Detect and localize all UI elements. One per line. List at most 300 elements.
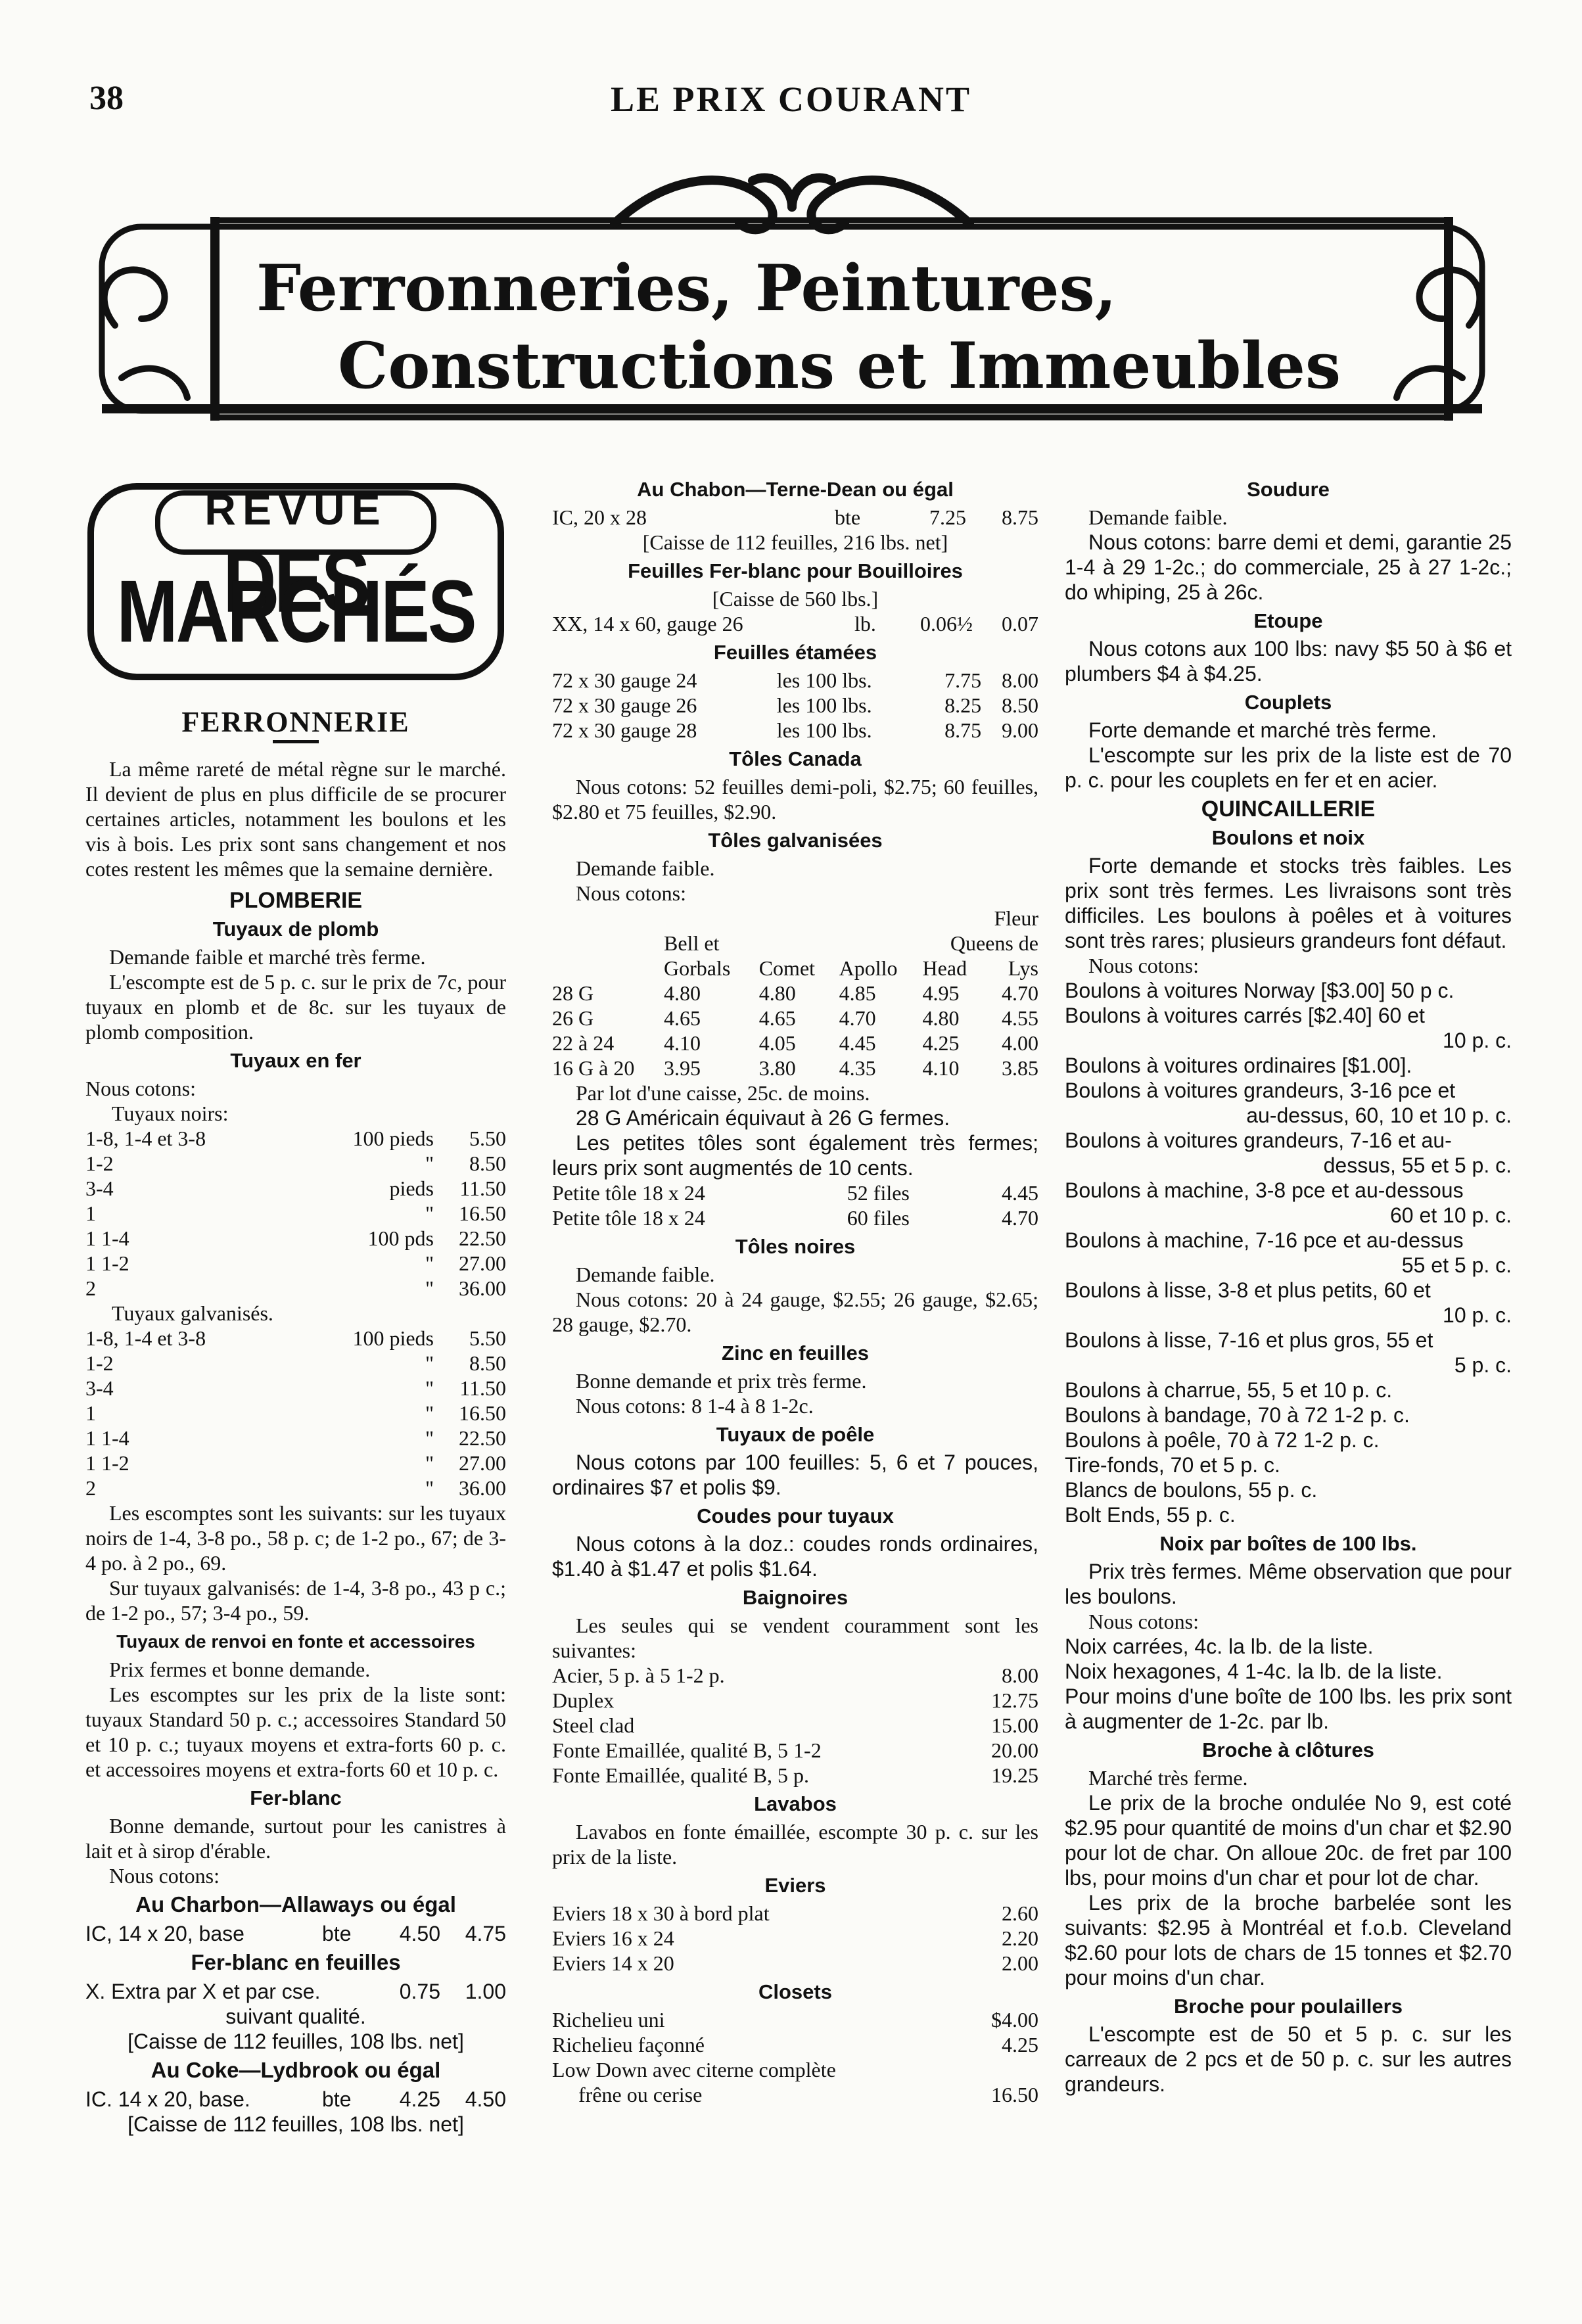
- galv-head-bell: Bell et: [664, 931, 720, 955]
- chabon-caisse: [Caisse de 112 feuilles, 216 lbs. net]: [642, 530, 948, 554]
- table-row: [552, 1056, 1038, 1081]
- gauge-price: 4.05: [758, 1031, 796, 1055]
- closets-title: Closets: [758, 1980, 832, 2003]
- table-row: [552, 1688, 1038, 1713]
- pipe-price: 11.50: [459, 1376, 506, 1400]
- feuilles-p1: 0.75: [399, 1980, 440, 2003]
- boulon-line-text: Boulons à poêle, 70 à 72 1-2 p. c.: [1065, 1428, 1380, 1452]
- feuilles-title: Fer-blanc en feuilles: [191, 1950, 401, 1974]
- ferblanc-p1: Bonne demande, surtout pour les canistres à lait et à sirop d'érable.: [85, 1814, 506, 1863]
- table-row: [552, 1763, 1038, 1788]
- couplets-p1: Forte demande et marché très ferme.: [1088, 718, 1437, 742]
- coke-caisse: [Caisse de 112 feuilles, 108 lbs. net]: [128, 2112, 464, 2136]
- gauge-price: 4.65: [758, 1006, 796, 1030]
- chabon-p2: 8.75: [1002, 505, 1038, 529]
- table-row: [552, 1031, 1038, 1056]
- toles-noires-p2: Nous cotons: 20 à 24 gauge, $2.55; 26 gauge, $2.65; 28 gauge, $2.70.: [552, 1288, 1038, 1336]
- petite-tole-table: [552, 1180, 1038, 1230]
- galv-head-apollo: Apollo: [839, 956, 898, 980]
- pipe-size: 1-8, 1-4 et 3-8: [85, 1127, 206, 1150]
- boulons-p1: Forte demande et stocks très faibles. Les prix sont très fermes. Les livraisons sont très difficiles. Les boulons à poêles et à voitures sont très rares; plusieurs grandeurs font défaut.: [1065, 854, 1512, 952]
- boulons-title: Boulons et noix: [1211, 826, 1365, 849]
- table-row: [552, 2007, 1038, 2032]
- pipe-size: 1 1-2: [85, 1251, 129, 1275]
- closets-low2: [552, 2082, 1038, 2107]
- boulon-line-text: Boulons à voitures grandeurs, 3-16 pce et: [1065, 1079, 1456, 1102]
- gauge-price: 4.55: [1002, 1006, 1038, 1030]
- table-row: [85, 1326, 506, 1351]
- zinc-p2: Nous cotons: 8 1-4 à 8 1-2c.: [576, 1394, 814, 1418]
- pipe-size: 1 1-4: [85, 1226, 129, 1250]
- boulon-line: [1065, 978, 1512, 1003]
- gauge-price: 4.25: [922, 1031, 960, 1055]
- chabon-p1: 7.25: [929, 505, 966, 529]
- item-price: 2.60: [1002, 1901, 1038, 1925]
- plomberie-title: PLOMBERIE: [229, 888, 363, 913]
- sheet-unit: les 100 lbs.: [776, 668, 872, 692]
- sheet-price-1: 8.75: [944, 718, 982, 742]
- boulon-line-cont: 10 p. c.: [1443, 1029, 1512, 1052]
- pipe-price: 36.00: [459, 1276, 506, 1300]
- etamees-title: Feuilles étamées: [713, 641, 877, 664]
- table-row: [85, 1201, 506, 1226]
- galv-head-row-1: [552, 906, 1038, 931]
- section-banner-title: [171, 250, 1354, 405]
- lavabos-text: Lavabos en fonte émaillée, escompte 30 p. c. sur les prix de la liste.: [552, 1820, 1038, 1869]
- noix-p1: Prix très fermes. Même observation que pour les boulons.: [1065, 1560, 1512, 1608]
- pipe-price: 36.00: [459, 1476, 506, 1500]
- item-price: 20.00: [991, 1738, 1038, 1762]
- ferblanc-title: Fer-blanc: [250, 1786, 342, 1809]
- pipe-price: 8.50: [469, 1151, 506, 1175]
- chabon-title: Au Chabon—Terne-Dean ou égal: [637, 478, 954, 501]
- gauge-price: 4.10: [664, 1031, 701, 1055]
- boulon-line-text: Boulons à lisse, 3-8 et plus petits, 60 et: [1065, 1278, 1431, 1302]
- revue-logo-top: REVUE: [204, 485, 387, 534]
- charbon-line: [85, 1921, 506, 1946]
- pipe-size: 3-4: [85, 1176, 114, 1200]
- bouilloires-unit: lb.: [854, 612, 876, 636]
- sheet-label: 72 x 30 gauge 26: [552, 693, 697, 717]
- bouilloires-label: XX, 14 x 60, gauge 26: [552, 612, 743, 636]
- column-2: [552, 473, 1038, 2107]
- noix-p4: Noix hexagones, 4 1-4c. la lb. de la liste.: [1065, 1660, 1443, 1683]
- pipe-unit: ": [425, 1451, 434, 1475]
- title-rule: [273, 740, 319, 743]
- pipe-unit: 100 pds: [367, 1226, 434, 1250]
- pipe-price: 11.50: [459, 1176, 506, 1200]
- boulon-line-cont: 55 et 5 p. c.: [1401, 1253, 1512, 1277]
- coke-title: Au Coke—Lydbrook ou égal: [151, 2058, 441, 2082]
- etoupe-text: Nous cotons aux 100 lbs: navy $5 50 à $6 et plumbers $4 à $4.25.: [1065, 637, 1512, 686]
- table-row: [552, 1180, 1038, 1205]
- boulon-line-cont: 10 p. c.: [1443, 1303, 1512, 1327]
- pipe-unit: ": [425, 1401, 434, 1425]
- boulon-line-text: Boulons à voitures Norway [$3.00] 50 p c.: [1065, 979, 1454, 1002]
- gauge-label: 28 G: [552, 981, 594, 1005]
- boulon-line: [1065, 1128, 1512, 1178]
- galv-head-lys: Lys: [1008, 956, 1038, 980]
- ferronnerie-text: La même rareté de métal règne sur le marché. Il devient de plus en plus difficile de se procurer certaines articles, notamment les boulons et les vis à bois. Les prix sont sans changement et nos cotes restent les mêmes que la semaine dernière.: [85, 757, 506, 881]
- galv-head-head: Head: [922, 956, 967, 980]
- sheet-label: 72 x 30 gauge 24: [552, 668, 697, 692]
- poele-text: Nous cotons par 100 feuilles: 5, 6 et 7 pouces, ordinaires $7 et polis $9.: [552, 1451, 1038, 1499]
- pipe-price: 27.00: [459, 1451, 506, 1475]
- pipe-price: 5.50: [469, 1326, 506, 1350]
- petite-label: Petite tôle 18 x 24: [552, 1181, 705, 1205]
- gauge-price: 4.00: [1002, 1031, 1038, 1055]
- boulon-line-text: Tire-fonds, 70 et 5 p. c.: [1065, 1453, 1280, 1477]
- item-label: Fonte Emaillée, qualité B, 5 1-2: [552, 1738, 822, 1762]
- galv-petites: Les petites tôles sont également très fermes; leurs prix sont augmentés de 10 cents.: [552, 1131, 1038, 1180]
- boulon-line-cont: au-dessus, 60, 10 et 10 p. c.: [1246, 1104, 1512, 1127]
- table-row: [552, 693, 1038, 718]
- pipe-unit: 100 pieds: [352, 1326, 434, 1350]
- etoupe-title: Etoupe: [1253, 609, 1323, 632]
- coke-p2: 4.50: [465, 2087, 506, 2111]
- sheet-unit: les 100 lbs.: [776, 693, 872, 717]
- pipe-unit: ": [425, 1476, 434, 1500]
- tuyaux-esc2: Sur tuyaux galvanisés: de 1-4, 3-8 po., 43 p c.; de 1-2 po., 57; 3-4 po., 59.: [85, 1576, 506, 1625]
- boulon-line: [1065, 1003, 1512, 1053]
- pipe-size: 1-2: [85, 1351, 114, 1375]
- couplets-p2: L'escompte sur les prix de la liste est de 70 p. c. pour les couplets en fer et en acier.: [1065, 743, 1512, 792]
- closets-low1: Low Down avec citerne complète: [552, 2058, 836, 2081]
- chabon-line: [552, 505, 1038, 530]
- petite-price: 4.70: [1002, 1206, 1038, 1230]
- sheet-price-2: 8.00: [1002, 668, 1038, 692]
- tuyaux-galv-label: Tuyaux galvanisés.: [112, 1301, 273, 1325]
- item-price: 12.75: [991, 1688, 1038, 1712]
- boulon-line-text: Boulons à voitures carrés [$2.40] 60 et: [1065, 1004, 1425, 1027]
- banner-line-2: Constructions et Immeubles: [337, 329, 1341, 403]
- noix-title: Noix par boîtes de 100 lbs.: [1159, 1532, 1417, 1555]
- toles-noires-p1: Demande faible.: [576, 1263, 715, 1286]
- boulon-line: [1065, 1502, 1512, 1527]
- poulaillers-text: L'escompte est de 50 et 5 p. c. sur les carreaux de 2 pcs et de 50 p. c. sur les autres grandeurs.: [1065, 2022, 1512, 2096]
- pipe-price: 27.00: [459, 1251, 506, 1275]
- boulon-line-text: Boulons à lisse, 7-16 et plus gros, 55 et: [1065, 1328, 1433, 1352]
- tuyaux-plomb-p1: Demande faible et marché très ferme.: [109, 945, 426, 969]
- galv-head-comet: Comet: [758, 956, 816, 980]
- pipe-unit: 100 pieds: [352, 1127, 434, 1150]
- galv-head-fleur: Fleur: [994, 906, 1038, 930]
- gauge-price: 4.95: [922, 981, 960, 1005]
- table-row: [85, 1276, 506, 1301]
- baignoires-table: [552, 1663, 1038, 1788]
- item-label: Steel clad: [552, 1713, 635, 1737]
- ferronnerie-title: FERRONNERIE: [181, 706, 410, 738]
- sheet-price-1: 8.25: [944, 693, 982, 717]
- quincaillerie-title: QUINCAILLERIE: [1201, 797, 1376, 822]
- table-row: [85, 1151, 506, 1176]
- eviers-title: Eviers: [764, 1874, 826, 1897]
- chabon-unit: bte: [835, 505, 861, 529]
- table-row: [552, 1738, 1038, 1763]
- baignoires-text: Les seules qui se vendent couramment sont les suivantes:: [552, 1614, 1038, 1662]
- sheet-price-1: 7.75: [944, 668, 982, 692]
- table-row: [85, 1226, 506, 1251]
- charbon-label: IC, 14 x 20, base: [85, 1922, 244, 1945]
- petite-price: 4.45: [1002, 1181, 1038, 1205]
- soudure-p1: Demande faible.: [1088, 505, 1228, 529]
- galv-head-row-2: [552, 931, 1038, 956]
- page-number: 38: [89, 80, 124, 117]
- pipe-unit: ": [425, 1201, 434, 1225]
- galv-head-gorbals: Gorbals: [664, 956, 731, 980]
- gauge-price: 4.85: [839, 981, 876, 1005]
- toles-canada-text: Nous cotons: 52 feuilles demi-poli, $2.75; 60 feuilles, $2.80 et 75 feuilles, $2.90.: [552, 775, 1038, 824]
- boulon-line: [1065, 1477, 1512, 1502]
- toles-galv-table: [552, 906, 1038, 1081]
- pipe-price: 22.50: [459, 1226, 506, 1250]
- pipe-size: 2: [85, 1276, 96, 1300]
- tuyaux-plomb-title: Tuyaux de plomb: [212, 918, 379, 941]
- petite-unit: 52 files: [847, 1181, 910, 1205]
- boulon-line-text: Boulons à voitures ordinaires [$1.00].: [1065, 1054, 1412, 1077]
- broche-p1: Marché très ferme.: [1088, 1766, 1248, 1790]
- item-price: 2.00: [1002, 1951, 1038, 1975]
- table-row: [85, 1401, 506, 1426]
- bouilloires-caisse: [Caisse de 560 lbs.]: [712, 587, 879, 611]
- pipe-size: 2: [85, 1476, 96, 1500]
- boulon-line-text: Blancs de boulons, 55 p. c.: [1065, 1478, 1318, 1502]
- table-row: [552, 981, 1038, 1006]
- column-1: [85, 473, 506, 2137]
- soudure-title: Soudure: [1247, 478, 1330, 501]
- pipe-unit: ": [425, 1351, 434, 1375]
- galv-28g: 28 G Américain équivaut à 26 G fermes.: [576, 1106, 950, 1130]
- boulon-line: [1065, 1178, 1512, 1228]
- charbon-unit: bte: [322, 1922, 352, 1945]
- gauge-price: 3.85: [1002, 1056, 1038, 1080]
- gauge-price: 4.80: [664, 981, 701, 1005]
- renvoi-title: Tuyaux de renvoi en fonte et accessoires: [116, 1631, 475, 1652]
- pipe-price: 16.50: [459, 1201, 506, 1225]
- sheet-label: 72 x 30 gauge 28: [552, 718, 697, 742]
- table-row: [552, 1951, 1038, 1976]
- coudes-text: Nous cotons à la doz.: coudes ronds ordinaires, $1.40 à $1.47 et polis $1.64.: [552, 1532, 1038, 1581]
- boulon-line: [1065, 1078, 1512, 1128]
- coke-line: [85, 2087, 506, 2112]
- boulon-line-text: Bolt Ends, 55 p. c.: [1065, 1503, 1236, 1527]
- gauge-price: 4.45: [839, 1031, 876, 1055]
- item-price: 15.00: [991, 1713, 1038, 1737]
- gauge-price: 4.10: [922, 1056, 960, 1080]
- etamees-table: [552, 668, 1038, 743]
- zinc-p1: Bonne demande et prix très ferme.: [576, 1369, 867, 1393]
- toles-galv-title: Tôles galvanisées: [708, 829, 883, 852]
- page-header: [0, 79, 1582, 131]
- item-price: 4.25: [1002, 2033, 1038, 2057]
- item-label: Eviers 18 x 30 à bord plat: [552, 1901, 770, 1925]
- gauge-price: 4.80: [758, 981, 796, 1005]
- banner-line-1: Ferronneries, Peintures,: [256, 251, 1117, 325]
- table-row: [85, 1476, 506, 1500]
- pipe-price: 22.50: [459, 1426, 506, 1450]
- item-label: Fonte Emaillée, qualité B, 5 p.: [552, 1763, 810, 1787]
- boulon-line: [1065, 1378, 1512, 1403]
- toles-canada-title: Tôles Canada: [729, 747, 862, 770]
- pipe-price: 5.50: [469, 1127, 506, 1150]
- table-row: [552, 1926, 1038, 1951]
- boulon-line: [1065, 1452, 1512, 1477]
- pipe-unit: ": [425, 1376, 434, 1400]
- boulon-line: [1065, 1428, 1512, 1452]
- pipe-price: 16.50: [459, 1401, 506, 1425]
- item-label: Richelieu façonné: [552, 2033, 705, 2057]
- broche-title: Broche à clôtures: [1202, 1738, 1374, 1761]
- baignoires-title: Baignoires: [742, 1586, 849, 1609]
- sheet-unit: les 100 lbs.: [776, 718, 872, 742]
- pipe-size: 1: [85, 1401, 96, 1425]
- boulon-line-cont: 5 p. c.: [1454, 1353, 1512, 1377]
- lavabos-title: Lavabos: [754, 1792, 837, 1815]
- pipe-unit: ": [425, 1276, 434, 1300]
- boulon-line: [1065, 1328, 1512, 1378]
- revue-logo-bottom: DES MARCHÉS: [116, 532, 475, 661]
- toles-galv-p2: Nous cotons:: [576, 881, 686, 905]
- chabon-label: IC, 20 x 28: [552, 505, 647, 529]
- tuyaux-esc1: Les escomptes sont les suivants: sur les tuyaux noirs de 1-4, 3-8 po., 58 p. c; de 1-2 po., 67; de 3-4 po. à 2 po., 69.: [85, 1501, 506, 1575]
- galv-lot: Par lot d'une caisse, 25c. de moins.: [576, 1081, 870, 1105]
- feuilles-caisse: [Caisse de 112 feuilles, 108 lbs. net]: [128, 2030, 464, 2053]
- table-row: [552, 1713, 1038, 1738]
- coke-unit: bte: [322, 2087, 352, 2111]
- table-row: [552, 1663, 1038, 1688]
- feuilles-line: [85, 1979, 506, 2004]
- gauge-label: 16 G à 20: [552, 1056, 635, 1080]
- toles-noires-title: Tôles noires: [735, 1235, 856, 1258]
- pipe-unit: ": [425, 1251, 434, 1275]
- charbon-p2: 4.75: [465, 1922, 506, 1945]
- pipe-unit: ": [425, 1426, 434, 1450]
- pipe-size: 1-2: [85, 1151, 114, 1175]
- running-title: LE PRIX COURANT: [610, 80, 972, 119]
- revue-des-marches-logo: [85, 473, 506, 690]
- gauge-price: 4.70: [839, 1006, 876, 1030]
- sheet-price-2: 9.00: [1002, 718, 1038, 742]
- noix-p3: Noix carrées, 4c. la lb. de la liste.: [1065, 1635, 1374, 1658]
- table-row: [552, 718, 1038, 743]
- charbon-title: Au Charbon—Allaways ou égal: [135, 1892, 456, 1917]
- pipe-size: 1-8, 1-4 et 3-8: [85, 1326, 206, 1350]
- broche-p3: Les prix de la broche barbelée sont les suivants: $2.95 à Montréal et f.o.b. Cleveland $2.60 pour lots de chars de 15 tonnes et $2.70 pour moins d'un char.: [1065, 1891, 1512, 1989]
- table-row: [85, 1176, 506, 1201]
- table-row: [85, 1126, 506, 1151]
- item-label: Eviers 16 x 24: [552, 1926, 674, 1950]
- poele-title: Tuyaux de poêle: [716, 1423, 875, 1446]
- gauge-price: 3.95: [664, 1056, 701, 1080]
- coke-label: IC. 14 x 20, base.: [85, 2087, 250, 2111]
- table-row: [85, 1351, 506, 1376]
- pipe-price: 8.50: [469, 1351, 506, 1375]
- coudes-title: Coudes pour tuyaux: [697, 1504, 894, 1527]
- tuyaux-noirs-table: [85, 1126, 506, 1301]
- zinc-title: Zinc en feuilles: [722, 1341, 869, 1364]
- pipe-size: 1 1-4: [85, 1426, 129, 1450]
- item-label: Eviers 14 x 20: [552, 1951, 674, 1975]
- feuilles-note: suivant qualité.: [225, 2005, 366, 2028]
- petite-unit: 60 files: [847, 1206, 910, 1230]
- soudure-p2: Nous cotons: barre demi et demi, garantie 25 1-4 à 29 1-2c.; do commerciale, 25 à 27 1-2c.; do whiping, 25 à 26c.: [1065, 530, 1512, 604]
- bouilloires-line: [552, 611, 1038, 636]
- coke-p1: 4.25: [399, 2087, 440, 2111]
- charbon-p1: 4.50: [399, 1922, 440, 1945]
- table-row: [552, 1205, 1038, 1230]
- ferblanc-p2: Nous cotons:: [109, 1864, 220, 1888]
- galv-head-row-3: [552, 956, 1038, 981]
- item-price: 8.00: [1002, 1663, 1038, 1687]
- item-price: 2.20: [1002, 1926, 1038, 1950]
- bouilloires-p1: 0.06½: [920, 612, 973, 636]
- boulon-line-text: Boulons à machine, 3-8 pce et au-dessous: [1065, 1178, 1464, 1202]
- petite-label: Petite tôle 18 x 24: [552, 1206, 705, 1230]
- tuyaux-noirs-label: Tuyaux noirs:: [112, 1102, 229, 1125]
- column-3: [1065, 473, 1512, 2097]
- table-row: [85, 1251, 506, 1276]
- table-row: [552, 1901, 1038, 1926]
- boulon-line: [1065, 1278, 1512, 1328]
- toles-galv-p1: Demande faible.: [576, 856, 715, 880]
- tuyaux-fer-intro: Nous cotons:: [85, 1077, 196, 1100]
- renvoi-p1: Prix fermes et bonne demande.: [109, 1658, 371, 1681]
- tuyaux-galv-table: [85, 1326, 506, 1500]
- feuilles-p2: 1.00: [465, 1980, 506, 2003]
- tuyaux-plomb-p2: L'escompte est de 5 p. c. sur le prix de 7c, pour tuyaux en plomb et de 8c. sur les tuyaux de plomb composition.: [85, 970, 506, 1044]
- feuilles-label: X. Extra par X et par cse.: [85, 1980, 321, 2003]
- boulon-line: [1065, 1053, 1512, 1078]
- table-row: [552, 668, 1038, 693]
- noix-p2: Nous cotons:: [1088, 1610, 1199, 1633]
- table-row: [552, 1006, 1038, 1031]
- table-row: [85, 1451, 506, 1476]
- eviers-table: [552, 1901, 1038, 1976]
- closets-table: [552, 2007, 1038, 2057]
- poulaillers-title: Broche pour poulaillers: [1174, 1995, 1403, 2018]
- galv-head-queens: Queens de: [950, 931, 1038, 955]
- bouilloires-p2: 0.07: [1002, 612, 1038, 636]
- boulon-line: [1065, 1403, 1512, 1428]
- boulons-list: [1065, 978, 1512, 1527]
- pipe-size: 3-4: [85, 1376, 114, 1400]
- item-price: $4.00: [991, 2008, 1038, 2032]
- pipe-size: 1: [85, 1201, 96, 1225]
- item-price: 19.25: [991, 1763, 1038, 1787]
- gauge-label: 26 G: [552, 1006, 594, 1030]
- boulon-line-text: Boulons à bandage, 70 à 72 1-2 p. c.: [1065, 1403, 1410, 1427]
- gauge-price: 4.70: [1002, 981, 1038, 1005]
- gauge-price: 4.65: [664, 1006, 701, 1030]
- pipe-size: 1 1-2: [85, 1451, 129, 1475]
- boulon-line-text: Boulons à charrue, 55, 5 et 10 p. c.: [1065, 1378, 1393, 1402]
- gauge-price: 3.80: [758, 1056, 796, 1080]
- sheet-price-2: 8.50: [1002, 693, 1038, 717]
- bouilloires-title: Feuilles Fer-blanc pour Bouilloires: [628, 559, 963, 582]
- boulon-line-text: Boulons à voitures grandeurs, 7-16 et au-: [1065, 1128, 1452, 1152]
- closets-low2-label: frêne ou cerise: [578, 2083, 703, 2106]
- closets-low2-price: 16.50: [991, 2083, 1038, 2106]
- noix-p5: Pour moins d'une boîte de 100 lbs. les prix sont à augmenter de 1-2c. par lb.: [1065, 1685, 1512, 1733]
- item-label: Richelieu uni: [552, 2008, 665, 2032]
- boulon-line-text: Boulons à machine, 7-16 pce et au-dessus: [1065, 1228, 1464, 1252]
- gauge-price: 4.35: [839, 1056, 876, 1080]
- pipe-unit: ": [425, 1151, 434, 1175]
- table-row: [85, 1376, 506, 1401]
- couplets-title: Couplets: [1244, 691, 1332, 714]
- pipe-unit: pieds: [389, 1176, 434, 1200]
- boulon-line: [1065, 1228, 1512, 1278]
